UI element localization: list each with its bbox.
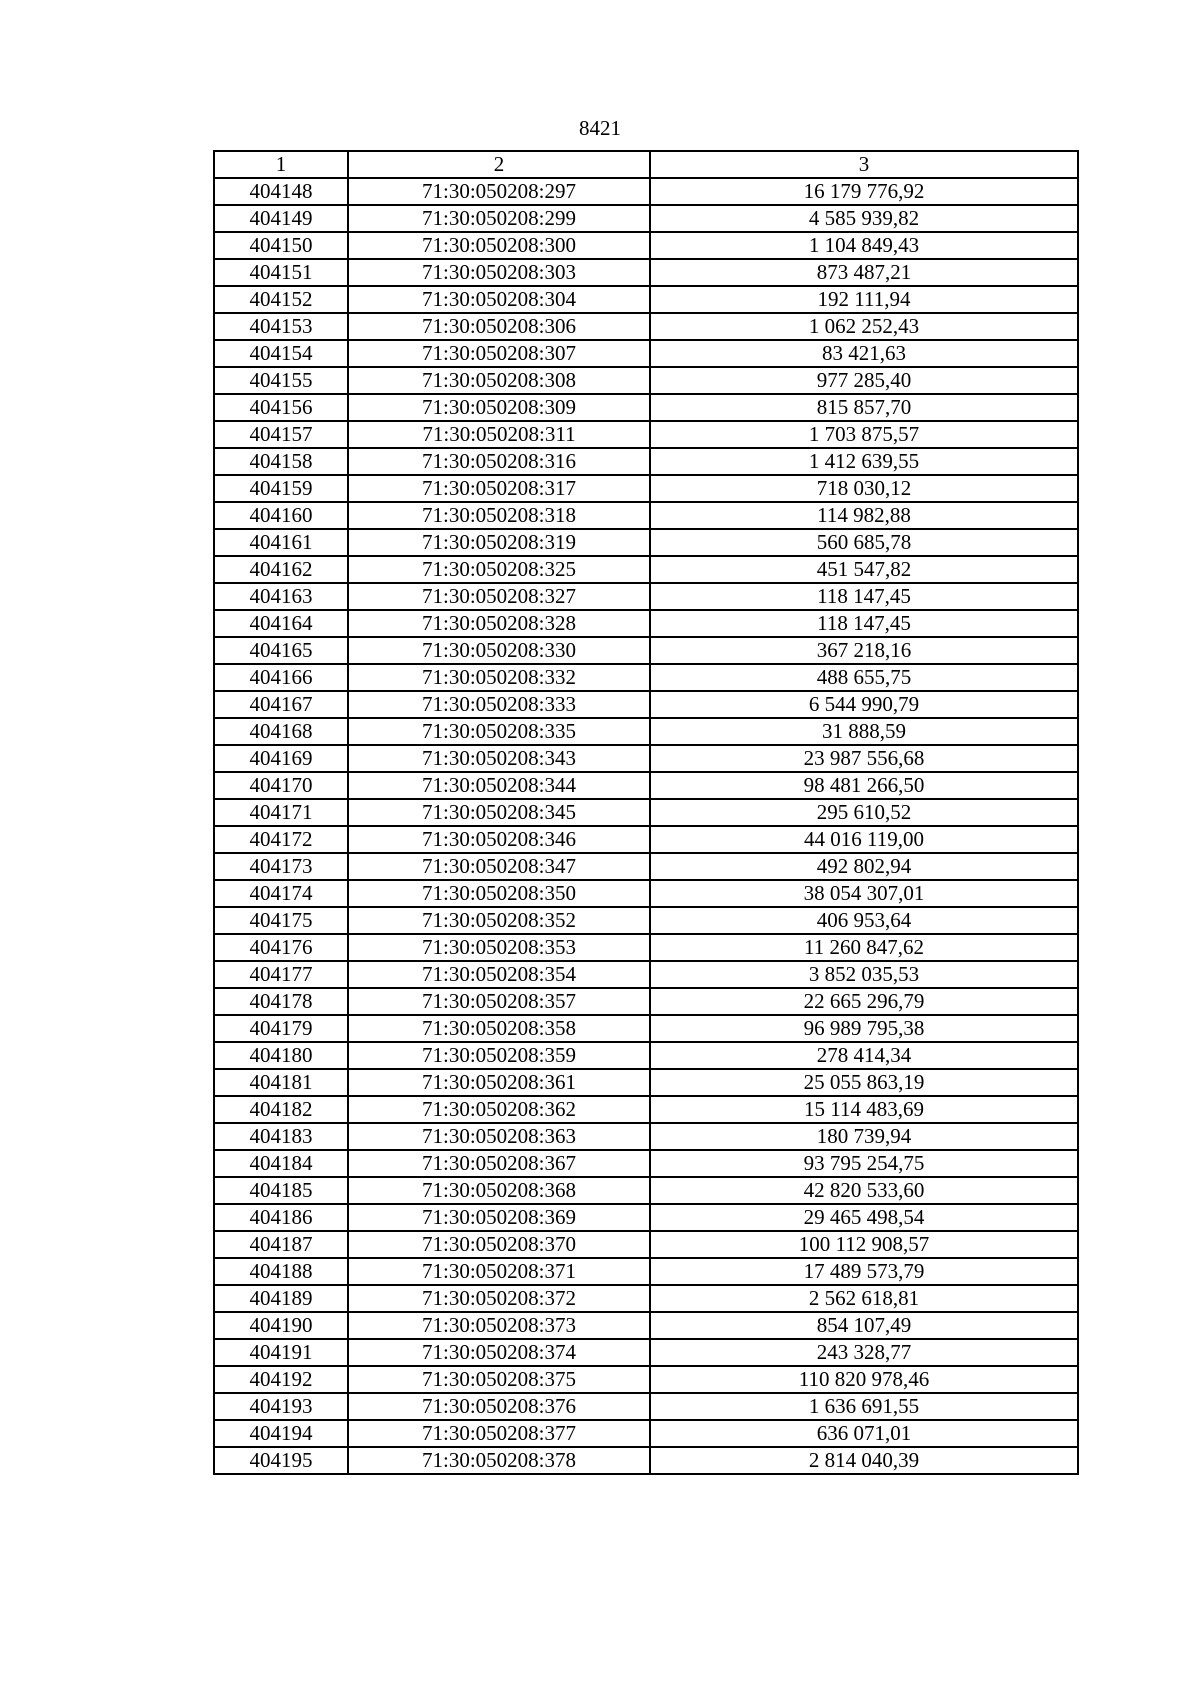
row-number-cell: 404180 — [214, 1042, 348, 1069]
cadastral-number-cell: 71:30:050208:370 — [348, 1231, 650, 1258]
header-row — [214, 151, 1078, 178]
table-row — [214, 610, 1078, 637]
cadastral-number-cell: 71:30:050208:350 — [348, 880, 650, 907]
value-cell: 42 820 533,60 — [650, 1177, 1078, 1204]
cadastral-number-cell: 71:30:050208:335 — [348, 718, 650, 745]
table-row — [214, 340, 1078, 367]
cadastral-number-cell: 71:30:050208:318 — [348, 502, 650, 529]
table-row — [214, 1150, 1078, 1177]
value-cell: 83 421,63 — [650, 340, 1078, 367]
cadastral-number-cell: 71:30:050208:367 — [348, 1150, 650, 1177]
value-cell: 367 218,16 — [650, 637, 1078, 664]
row-number-cell: 404183 — [214, 1123, 348, 1150]
cadastral-number-cell: 71:30:050208:346 — [348, 826, 650, 853]
row-number-cell: 404162 — [214, 556, 348, 583]
row-number-cell: 404165 — [214, 637, 348, 664]
value-cell: 873 487,21 — [650, 259, 1078, 286]
value-cell: 23 987 556,68 — [650, 745, 1078, 772]
table-row — [214, 313, 1078, 340]
cadastral-number-cell: 71:30:050208:372 — [348, 1285, 650, 1312]
table-row — [214, 799, 1078, 826]
table-row — [214, 1258, 1078, 1285]
cadastral-number-cell: 71:30:050208:375 — [348, 1366, 650, 1393]
row-number-cell: 404192 — [214, 1366, 348, 1393]
row-number-cell: 404154 — [214, 340, 348, 367]
table-row — [214, 556, 1078, 583]
row-number-cell: 404149 — [214, 205, 348, 232]
cadastral-number-cell: 71:30:050208:327 — [348, 583, 650, 610]
cadastral-number-cell: 71:30:050208:304 — [348, 286, 650, 313]
table-row — [214, 1339, 1078, 1366]
row-number-cell: 404195 — [214, 1447, 348, 1474]
cadastral-number-cell: 71:30:050208:300 — [348, 232, 650, 259]
value-cell: 118 147,45 — [650, 610, 1078, 637]
cadastral-number-cell: 71:30:050208:344 — [348, 772, 650, 799]
cadastral-number-cell: 71:30:050208:330 — [348, 637, 650, 664]
cadastral-number-cell: 71:30:050208:333 — [348, 691, 650, 718]
cadastral-number-cell: 71:30:050208:325 — [348, 556, 650, 583]
cadastral-number-cell: 71:30:050208:354 — [348, 961, 650, 988]
cadastral-number-cell: 71:30:050208:359 — [348, 1042, 650, 1069]
value-cell: 977 285,40 — [650, 367, 1078, 394]
table-row — [214, 1285, 1078, 1312]
table-row — [214, 232, 1078, 259]
value-cell: 31 888,59 — [650, 718, 1078, 745]
value-cell: 2 562 618,81 — [650, 1285, 1078, 1312]
column-header-2: 2 — [348, 151, 650, 178]
cadastral-number-cell: 71:30:050208:328 — [348, 610, 650, 637]
row-number-cell: 404175 — [214, 907, 348, 934]
value-cell: 25 055 863,19 — [650, 1069, 1078, 1096]
row-number-cell: 404189 — [214, 1285, 348, 1312]
cadastral-number-cell: 71:30:050208:316 — [348, 448, 650, 475]
value-cell: 38 054 307,01 — [650, 880, 1078, 907]
row-number-cell: 404179 — [214, 1015, 348, 1042]
table-row — [214, 286, 1078, 313]
row-number-cell: 404178 — [214, 988, 348, 1015]
value-cell: 492 802,94 — [650, 853, 1078, 880]
table-row — [214, 502, 1078, 529]
cadastral-number-cell: 71:30:050208:376 — [348, 1393, 650, 1420]
value-cell: 93 795 254,75 — [650, 1150, 1078, 1177]
table-row — [214, 367, 1078, 394]
row-number-cell: 404177 — [214, 961, 348, 988]
cadastral-number-cell: 71:30:050208:297 — [348, 178, 650, 205]
table-row — [214, 1177, 1078, 1204]
row-number-cell: 404153 — [214, 313, 348, 340]
row-number-cell: 404155 — [214, 367, 348, 394]
row-number-cell: 404169 — [214, 745, 348, 772]
table-row — [214, 1204, 1078, 1231]
value-cell: 488 655,75 — [650, 664, 1078, 691]
value-cell: 96 989 795,38 — [650, 1015, 1078, 1042]
value-cell: 118 147,45 — [650, 583, 1078, 610]
table-row — [214, 475, 1078, 502]
table-row — [214, 448, 1078, 475]
table-row — [214, 988, 1078, 1015]
column-header-3: 3 — [650, 151, 1078, 178]
table-row — [214, 205, 1078, 232]
value-cell: 100 112 908,57 — [650, 1231, 1078, 1258]
table-row — [214, 1069, 1078, 1096]
row-number-cell: 404171 — [214, 799, 348, 826]
cadastral-number-cell: 71:30:050208:306 — [348, 313, 650, 340]
table-row — [214, 826, 1078, 853]
table-row — [214, 1393, 1078, 1420]
row-number-cell: 404187 — [214, 1231, 348, 1258]
table-row — [214, 664, 1078, 691]
row-number-cell: 404188 — [214, 1258, 348, 1285]
table-row — [214, 907, 1078, 934]
cadastral-number-cell: 71:30:050208:332 — [348, 664, 650, 691]
cadastral-number-cell: 71:30:050208:362 — [348, 1096, 650, 1123]
value-cell: 17 489 573,79 — [650, 1258, 1078, 1285]
table-row — [214, 1366, 1078, 1393]
value-cell: 11 260 847,62 — [650, 934, 1078, 961]
row-number-cell: 404185 — [214, 1177, 348, 1204]
cadastral-number-cell: 71:30:050208:352 — [348, 907, 650, 934]
value-cell: 1 703 875,57 — [650, 421, 1078, 448]
table-row — [214, 1123, 1078, 1150]
cadastral-number-cell: 71:30:050208:378 — [348, 1447, 650, 1474]
table-row — [214, 880, 1078, 907]
row-number-cell: 404170 — [214, 772, 348, 799]
value-cell: 243 328,77 — [650, 1339, 1078, 1366]
table-row — [214, 934, 1078, 961]
table-row — [214, 178, 1078, 205]
table-row — [214, 529, 1078, 556]
row-number-cell: 404151 — [214, 259, 348, 286]
row-number-cell: 404173 — [214, 853, 348, 880]
table-row — [214, 961, 1078, 988]
row-number-cell: 404166 — [214, 664, 348, 691]
table-row — [214, 421, 1078, 448]
row-number-cell: 404181 — [214, 1069, 348, 1096]
value-cell: 180 739,94 — [650, 1123, 1078, 1150]
value-cell: 718 030,12 — [650, 475, 1078, 502]
value-cell: 110 820 978,46 — [650, 1366, 1078, 1393]
table-row — [214, 772, 1078, 799]
table-row — [214, 1312, 1078, 1339]
table-row — [214, 691, 1078, 718]
value-cell: 560 685,78 — [650, 529, 1078, 556]
table-row — [214, 259, 1078, 286]
cadastral-number-cell: 71:30:050208:303 — [348, 259, 650, 286]
row-number-cell: 404193 — [214, 1393, 348, 1420]
value-cell: 1 636 691,55 — [650, 1393, 1078, 1420]
cadastral-number-cell: 71:30:050208:347 — [348, 853, 650, 880]
cadastral-number-cell: 71:30:050208:374 — [348, 1339, 650, 1366]
row-number-cell: 404191 — [214, 1339, 348, 1366]
cadastral-number-cell: 71:30:050208:373 — [348, 1312, 650, 1339]
table-body — [214, 178, 1078, 1474]
cadastral-number-cell: 71:30:050208:319 — [348, 529, 650, 556]
value-cell: 854 107,49 — [650, 1312, 1078, 1339]
row-number-cell: 404148 — [214, 178, 348, 205]
value-cell: 22 665 296,79 — [650, 988, 1078, 1015]
cadastral-number-cell: 71:30:050208:361 — [348, 1069, 650, 1096]
value-cell: 98 481 266,50 — [650, 772, 1078, 799]
cadastral-number-cell: 71:30:050208:353 — [348, 934, 650, 961]
value-cell: 406 953,64 — [650, 907, 1078, 934]
value-cell: 29 465 498,54 — [650, 1204, 1078, 1231]
registry-table — [213, 150, 1079, 1475]
value-cell: 3 852 035,53 — [650, 961, 1078, 988]
row-number-cell: 404158 — [214, 448, 348, 475]
cadastral-number-cell: 71:30:050208:343 — [348, 745, 650, 772]
row-number-cell: 404152 — [214, 286, 348, 313]
row-number-cell: 404182 — [214, 1096, 348, 1123]
value-cell: 2 814 040,39 — [650, 1447, 1078, 1474]
table-row — [214, 1447, 1078, 1474]
row-number-cell: 404194 — [214, 1420, 348, 1447]
cadastral-number-cell: 71:30:050208:299 — [348, 205, 650, 232]
cadastral-number-cell: 71:30:050208:317 — [348, 475, 650, 502]
value-cell: 16 179 776,92 — [650, 178, 1078, 205]
cadastral-number-cell: 71:30:050208:307 — [348, 340, 650, 367]
row-number-cell: 404157 — [214, 421, 348, 448]
cadastral-number-cell: 71:30:050208:368 — [348, 1177, 650, 1204]
cadastral-number-cell: 71:30:050208:358 — [348, 1015, 650, 1042]
cadastral-number-cell: 71:30:050208:363 — [348, 1123, 650, 1150]
value-cell: 815 857,70 — [650, 394, 1078, 421]
cadastral-number-cell: 71:30:050208:345 — [348, 799, 650, 826]
value-cell: 192 111,94 — [650, 286, 1078, 313]
page-number: 8421 — [579, 116, 621, 140]
table-row — [214, 1042, 1078, 1069]
cadastral-number-cell: 71:30:050208:369 — [348, 1204, 650, 1231]
table-row — [214, 394, 1078, 421]
value-cell: 15 114 483,69 — [650, 1096, 1078, 1123]
value-cell: 636 071,01 — [650, 1420, 1078, 1447]
table-row — [214, 1096, 1078, 1123]
column-header-1: 1 — [214, 151, 348, 178]
value-cell: 4 585 939,82 — [650, 205, 1078, 232]
table-row — [214, 718, 1078, 745]
row-number-cell: 404159 — [214, 475, 348, 502]
value-cell: 114 982,88 — [650, 502, 1078, 529]
table-row — [214, 745, 1078, 772]
value-cell: 278 414,34 — [650, 1042, 1078, 1069]
table-row — [214, 853, 1078, 880]
value-cell: 6 544 990,79 — [650, 691, 1078, 718]
table-row — [214, 1420, 1078, 1447]
value-cell: 1 062 252,43 — [650, 313, 1078, 340]
row-number-cell: 404160 — [214, 502, 348, 529]
cadastral-number-cell: 71:30:050208:357 — [348, 988, 650, 1015]
row-number-cell: 404176 — [214, 934, 348, 961]
row-number-cell: 404163 — [214, 583, 348, 610]
row-number-cell: 404168 — [214, 718, 348, 745]
value-cell: 451 547,82 — [650, 556, 1078, 583]
row-number-cell: 404167 — [214, 691, 348, 718]
row-number-cell: 404190 — [214, 1312, 348, 1339]
table-row — [214, 1015, 1078, 1042]
cadastral-number-cell: 71:30:050208:311 — [348, 421, 650, 448]
row-number-cell: 404174 — [214, 880, 348, 907]
row-number-cell: 404156 — [214, 394, 348, 421]
row-number-cell: 404161 — [214, 529, 348, 556]
cadastral-number-cell: 71:30:050208:371 — [348, 1258, 650, 1285]
cadastral-number-cell: 71:30:050208:309 — [348, 394, 650, 421]
row-number-cell: 404150 — [214, 232, 348, 259]
value-cell: 1 412 639,55 — [650, 448, 1078, 475]
value-cell: 1 104 849,43 — [650, 232, 1078, 259]
value-cell: 44 016 119,00 — [650, 826, 1078, 853]
value-cell: 295 610,52 — [650, 799, 1078, 826]
table-header — [214, 151, 1078, 178]
row-number-cell: 404164 — [214, 610, 348, 637]
table-row — [214, 1231, 1078, 1258]
table-row — [214, 637, 1078, 664]
cadastral-number-cell: 71:30:050208:308 — [348, 367, 650, 394]
row-number-cell: 404186 — [214, 1204, 348, 1231]
row-number-cell: 404172 — [214, 826, 348, 853]
row-number-cell: 404184 — [214, 1150, 348, 1177]
table-row — [214, 583, 1078, 610]
cadastral-number-cell: 71:30:050208:377 — [348, 1420, 650, 1447]
